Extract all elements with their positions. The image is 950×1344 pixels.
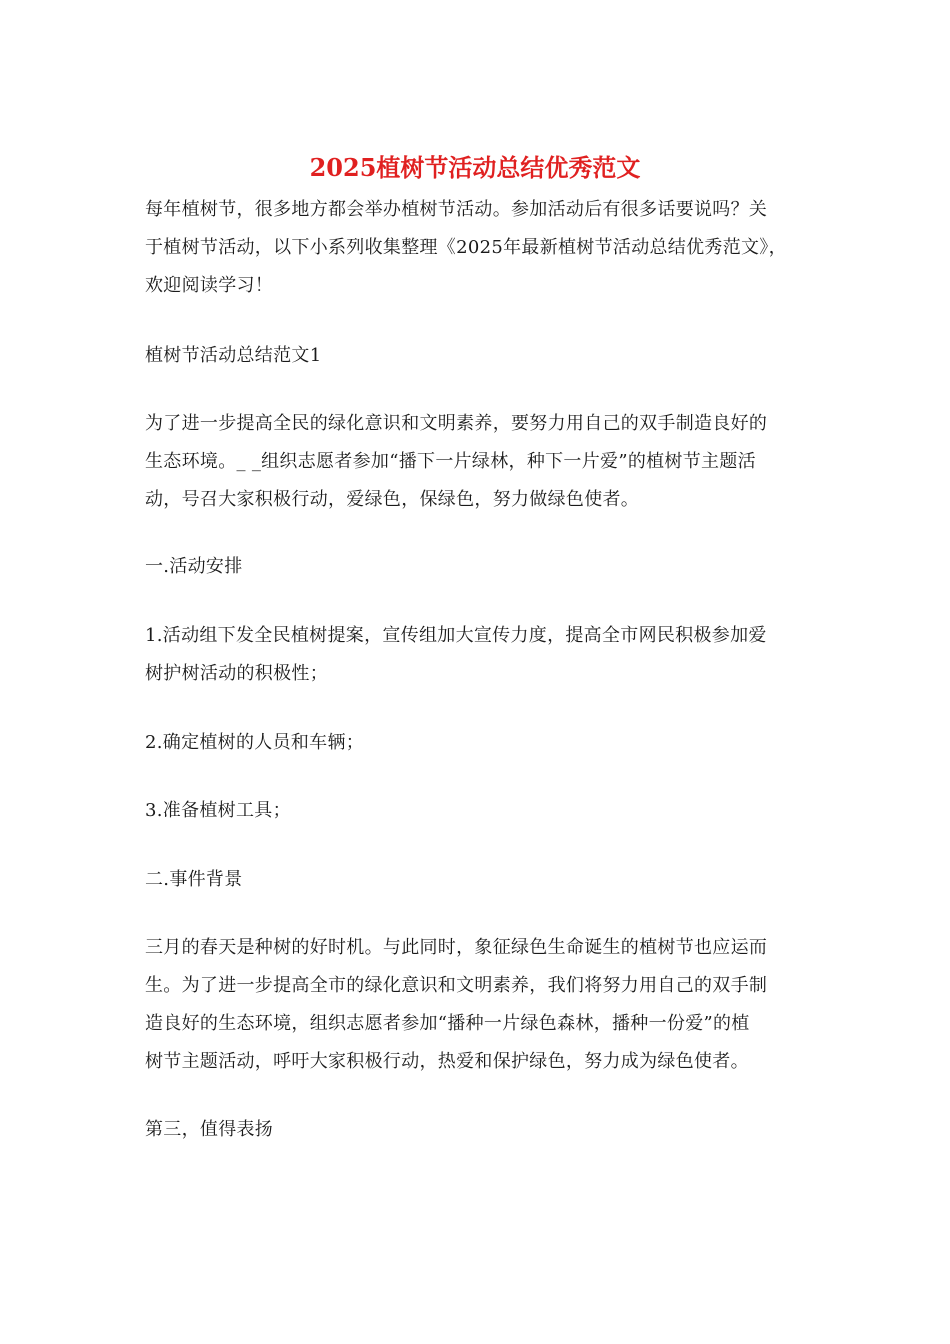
intro-line: 于植树节活动，以下小系列收集整理《2025年最新植树节活动总结优秀范文》， <box>145 237 787 258</box>
list-item-3 <box>145 792 810 830</box>
paragraph-2 <box>145 929 810 1081</box>
section-heading-example-1 <box>145 337 810 375</box>
intro-line: 欢迎阅读学习！ <box>145 275 274 296</box>
section-heading-text: 植树节活动总结范文1 <box>145 345 322 366</box>
document-title: 2025植树节活动总结优秀范文 <box>309 153 641 182</box>
heading-text: 第三，值得表扬 <box>145 1119 274 1140</box>
paragraph-line: 树节主题活动，呼吁大家积极行动，热爱和保护绿色，努力成为绿色使者。 <box>145 1051 749 1072</box>
list-item-line: 2.确定植树的人员和车辆； <box>145 732 365 753</box>
list-item-line: 1.活动组下发全民植树提案，宣传组加大宣传力度，提高全市网民积极参加爱 <box>145 625 767 646</box>
paragraph-line: 为了进一步提高全民的绿化意识和文明素养，要努力用自己的双手制造良好的 <box>145 413 768 434</box>
paragraph-line: 生态环境。_ _组织志愿者参加“播下一片绿林，种下一片爱”的植树节主题活 <box>145 451 756 472</box>
list-item-2 <box>145 724 810 762</box>
heading-event-background <box>145 861 810 899</box>
list-item-1 <box>145 617 810 693</box>
heading-text: 一.活动安排 <box>145 556 243 577</box>
paragraph-line: 造良好的生态环境，组织志愿者参加“播种一片绿色森林，播种一份爱”的植 <box>145 1013 750 1034</box>
heading-text: 二.事件背景 <box>145 869 243 890</box>
heading-praise <box>145 1111 810 1149</box>
paragraph-1 <box>145 405 810 519</box>
list-item-line: 3.准备植树工具； <box>145 800 291 821</box>
paragraph-line: 生。为了进一步提高全市的绿化意识和文明素养，我们将努力用自己的双手制 <box>145 975 768 996</box>
heading-activity-arrangement <box>145 548 810 586</box>
paragraph-line: 动，号召大家积极行动，爱绿色，保绿色，努力做绿色使者。 <box>145 489 640 510</box>
intro-line: 每年植树节，很多地方都会举办植树节活动。参加活动后有很多话要说吗？关 <box>145 199 768 220</box>
intro-paragraph <box>145 191 810 305</box>
list-item-line: 树护树活动的积极性； <box>145 663 328 684</box>
paragraph-line: 三月的春天是种树的好时机。与此同时，象征绿色生命诞生的植树节也应运而 <box>145 937 768 958</box>
